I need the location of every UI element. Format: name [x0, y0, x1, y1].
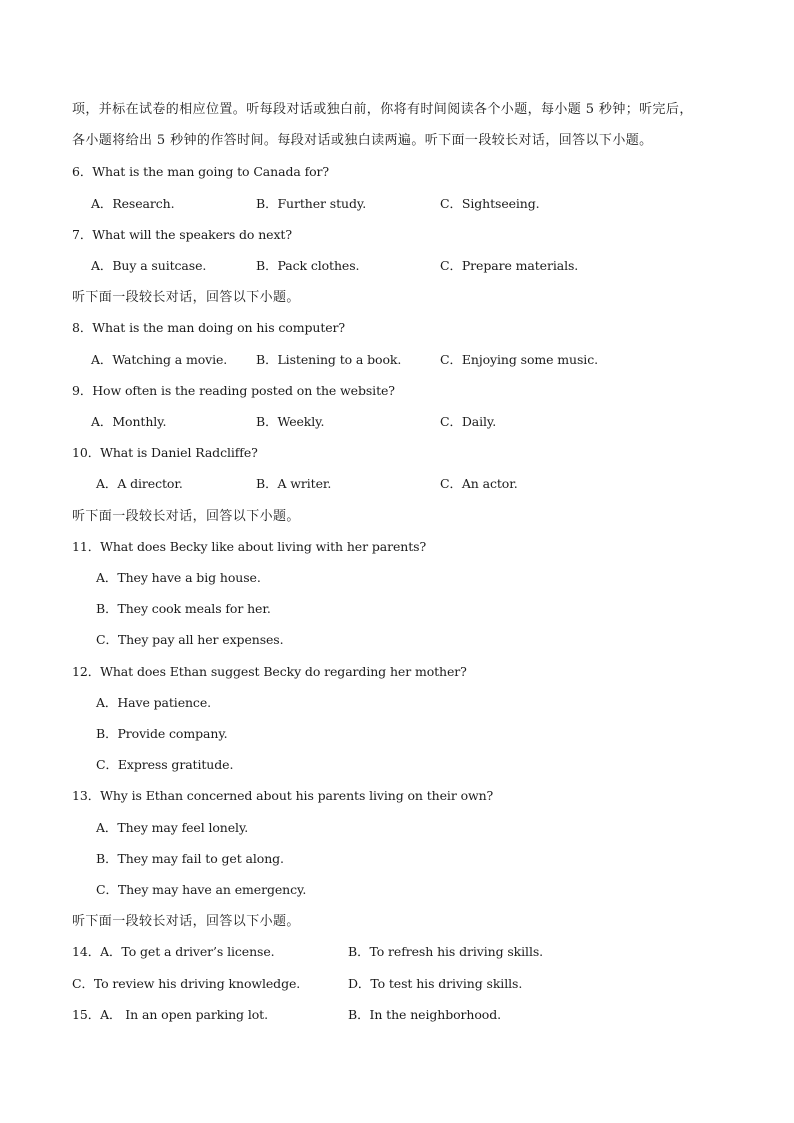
question-13-option-b: B．They may fail to get along. [96, 851, 284, 866]
question-13-option-c: C．They may have an emergency. [96, 882, 307, 897]
question-7-stem: 7．What will the speakers do next? [72, 227, 292, 242]
question-6-option-a: A．Research. [91, 196, 175, 211]
question-11-option-c: C．They pay all her expenses. [96, 632, 284, 647]
question-12-stem: 12．What does Ethan suggest Becky do regarding her mother? [72, 664, 467, 679]
question-11-option-a: A．They have a big house. [96, 570, 261, 585]
question-10-option-b: B．A writer. [256, 476, 332, 491]
question-12-option-b: B．Provide company. [96, 726, 228, 741]
question-9-option-c: C．Daily. [440, 414, 497, 429]
question-10-stem: 10．What is Daniel Radcliffe? [72, 445, 258, 460]
question-15-option-b: B．In the neighborhood. [348, 1007, 501, 1022]
question-8-option-a: A．Watching a movie. [91, 352, 228, 367]
question-7-option-c: C．Prepare materials. [440, 258, 579, 273]
question-9-option-a: A．Monthly. [91, 414, 167, 429]
question-10-option-a: A．A director. [96, 476, 183, 491]
question-14-option-b: B．To refresh his driving skills. [348, 944, 544, 959]
question-11-stem: 11．What does Becky like about living with her parents? [72, 539, 427, 554]
question-6-option-c: C．Sightseeing. [440, 196, 540, 211]
question-13-option-a: A．They may feel lonely. [96, 820, 249, 835]
question-14-option-c: C．To review his driving knowledge. [72, 976, 301, 991]
section-instruction: 听下面一段较长对话，回答以下小题。 [72, 290, 300, 305]
question-14-option-a: 14．A．To get a driver’s license. [72, 944, 275, 959]
intro-line-1: 项，并标在试卷的相应位置。听每段对话或独白前，你将有时间阅读各个小题，每小题 5 秒钟；听完后， [72, 102, 693, 117]
question-6-stem: 6．What is the man going to Canada for? [72, 164, 330, 179]
question-7-option-a: A．Buy a suitcase. [91, 258, 207, 273]
section-instruction: 听下面一段较长对话，回答以下小题。 [72, 914, 300, 929]
question-10-option-c: C．An actor. [440, 476, 518, 491]
question-8-option-b: B．Listening to a book. [256, 352, 402, 367]
question-8-option-c: C．Enjoying some music. [440, 352, 598, 367]
question-11-option-b: B．They cook meals for her. [96, 601, 271, 616]
question-9-option-b: B．Weekly. [256, 414, 325, 429]
question-6-option-b: B．Further study. [256, 196, 367, 211]
question-7-option-b: B．Pack clothes. [256, 258, 360, 273]
question-15-option-a: 15．A． In an open parking lot. [72, 1007, 268, 1022]
question-13-stem: 13．Why is Ethan concerned about his parents living on their own? [72, 788, 494, 803]
question-12-option-a: A．Have patience. [96, 695, 212, 710]
intro-line-2: 各小题将给出 5 秒钟的作答时间。每段对话或独白读两遍。听下面一段较长对话，回答以下小题。 [72, 133, 653, 148]
question-14-option-d: D．To test his driving skills. [348, 976, 523, 991]
question-12-option-c: C．Express gratitude. [96, 757, 234, 772]
section-instruction: 听下面一段较长对话，回答以下小题。 [72, 509, 300, 524]
question-8-stem: 8．What is the man doing on his computer? [72, 320, 346, 335]
question-9-stem: 9．How often is the reading posted on the website? [72, 383, 395, 398]
